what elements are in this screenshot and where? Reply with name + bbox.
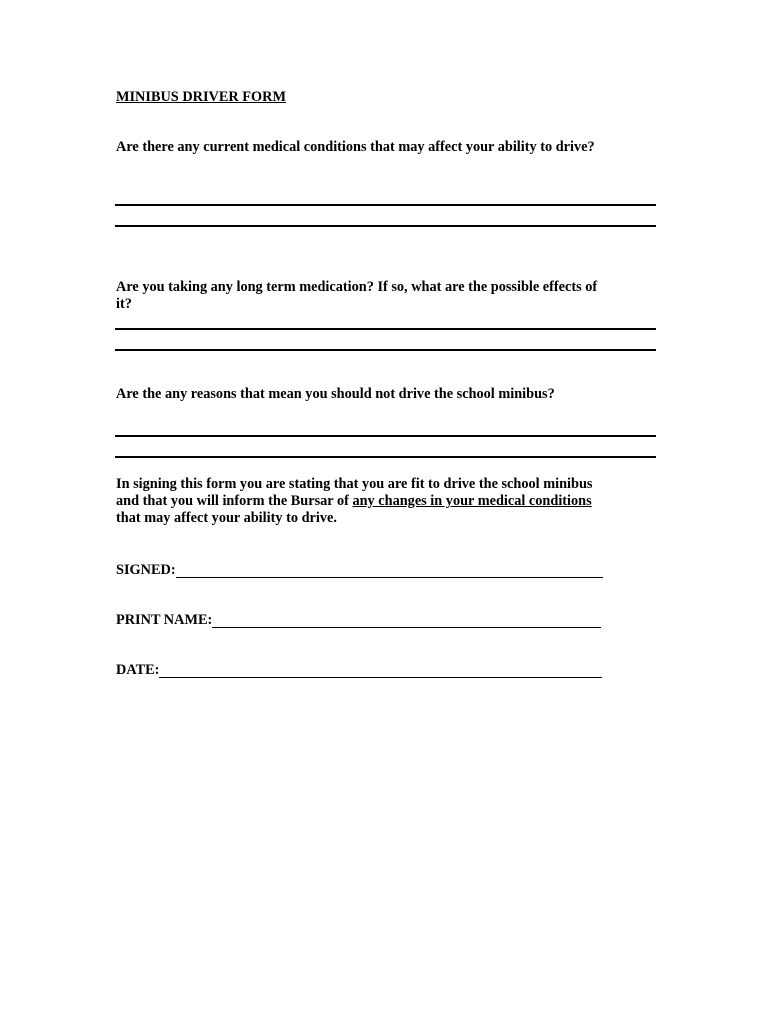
answer-line-q3-1[interactable] [115, 435, 656, 437]
answer-line-q2-1[interactable] [115, 328, 656, 330]
question-reasons-not-drive: Are the any reasons that mean you should not drive the school minibus? [116, 386, 555, 402]
statement-line1: In signing this form you are stating that you are fit to drive the school minibus [116, 476, 593, 492]
question-medication-line1: Are you taking any long term medication? If so, what are the possible effects of [116, 279, 598, 295]
answer-line-q1-2[interactable] [115, 225, 656, 227]
signed-label: SIGNED: [116, 561, 176, 578]
answer-line-q3-2[interactable] [115, 456, 656, 458]
signed-field[interactable] [176, 562, 603, 578]
print-name-field[interactable] [212, 612, 601, 628]
date-field[interactable] [159, 662, 602, 678]
signed-row [116, 558, 603, 578]
answer-line-q2-2[interactable] [115, 349, 656, 351]
question-medication-line2: it? [116, 296, 132, 312]
statement-underlined-text: any changes in your medical conditions [352, 493, 592, 509]
answer-line-q1-1[interactable] [115, 204, 656, 206]
form-title: MINIBUS DRIVER FORM [116, 89, 286, 105]
print-name-label: PRINT NAME: [116, 611, 213, 628]
statement-line2 [116, 493, 592, 510]
date-row [116, 658, 602, 678]
date-label: DATE: [116, 661, 160, 678]
question-medical-conditions: Are there any current medical conditions that may affect your ability to drive? [116, 139, 595, 155]
print-name-row [116, 608, 601, 628]
statement-line2-text: and that you will inform the Bursar of [116, 493, 353, 509]
statement-line3: that may affect your ability to drive. [116, 510, 337, 526]
